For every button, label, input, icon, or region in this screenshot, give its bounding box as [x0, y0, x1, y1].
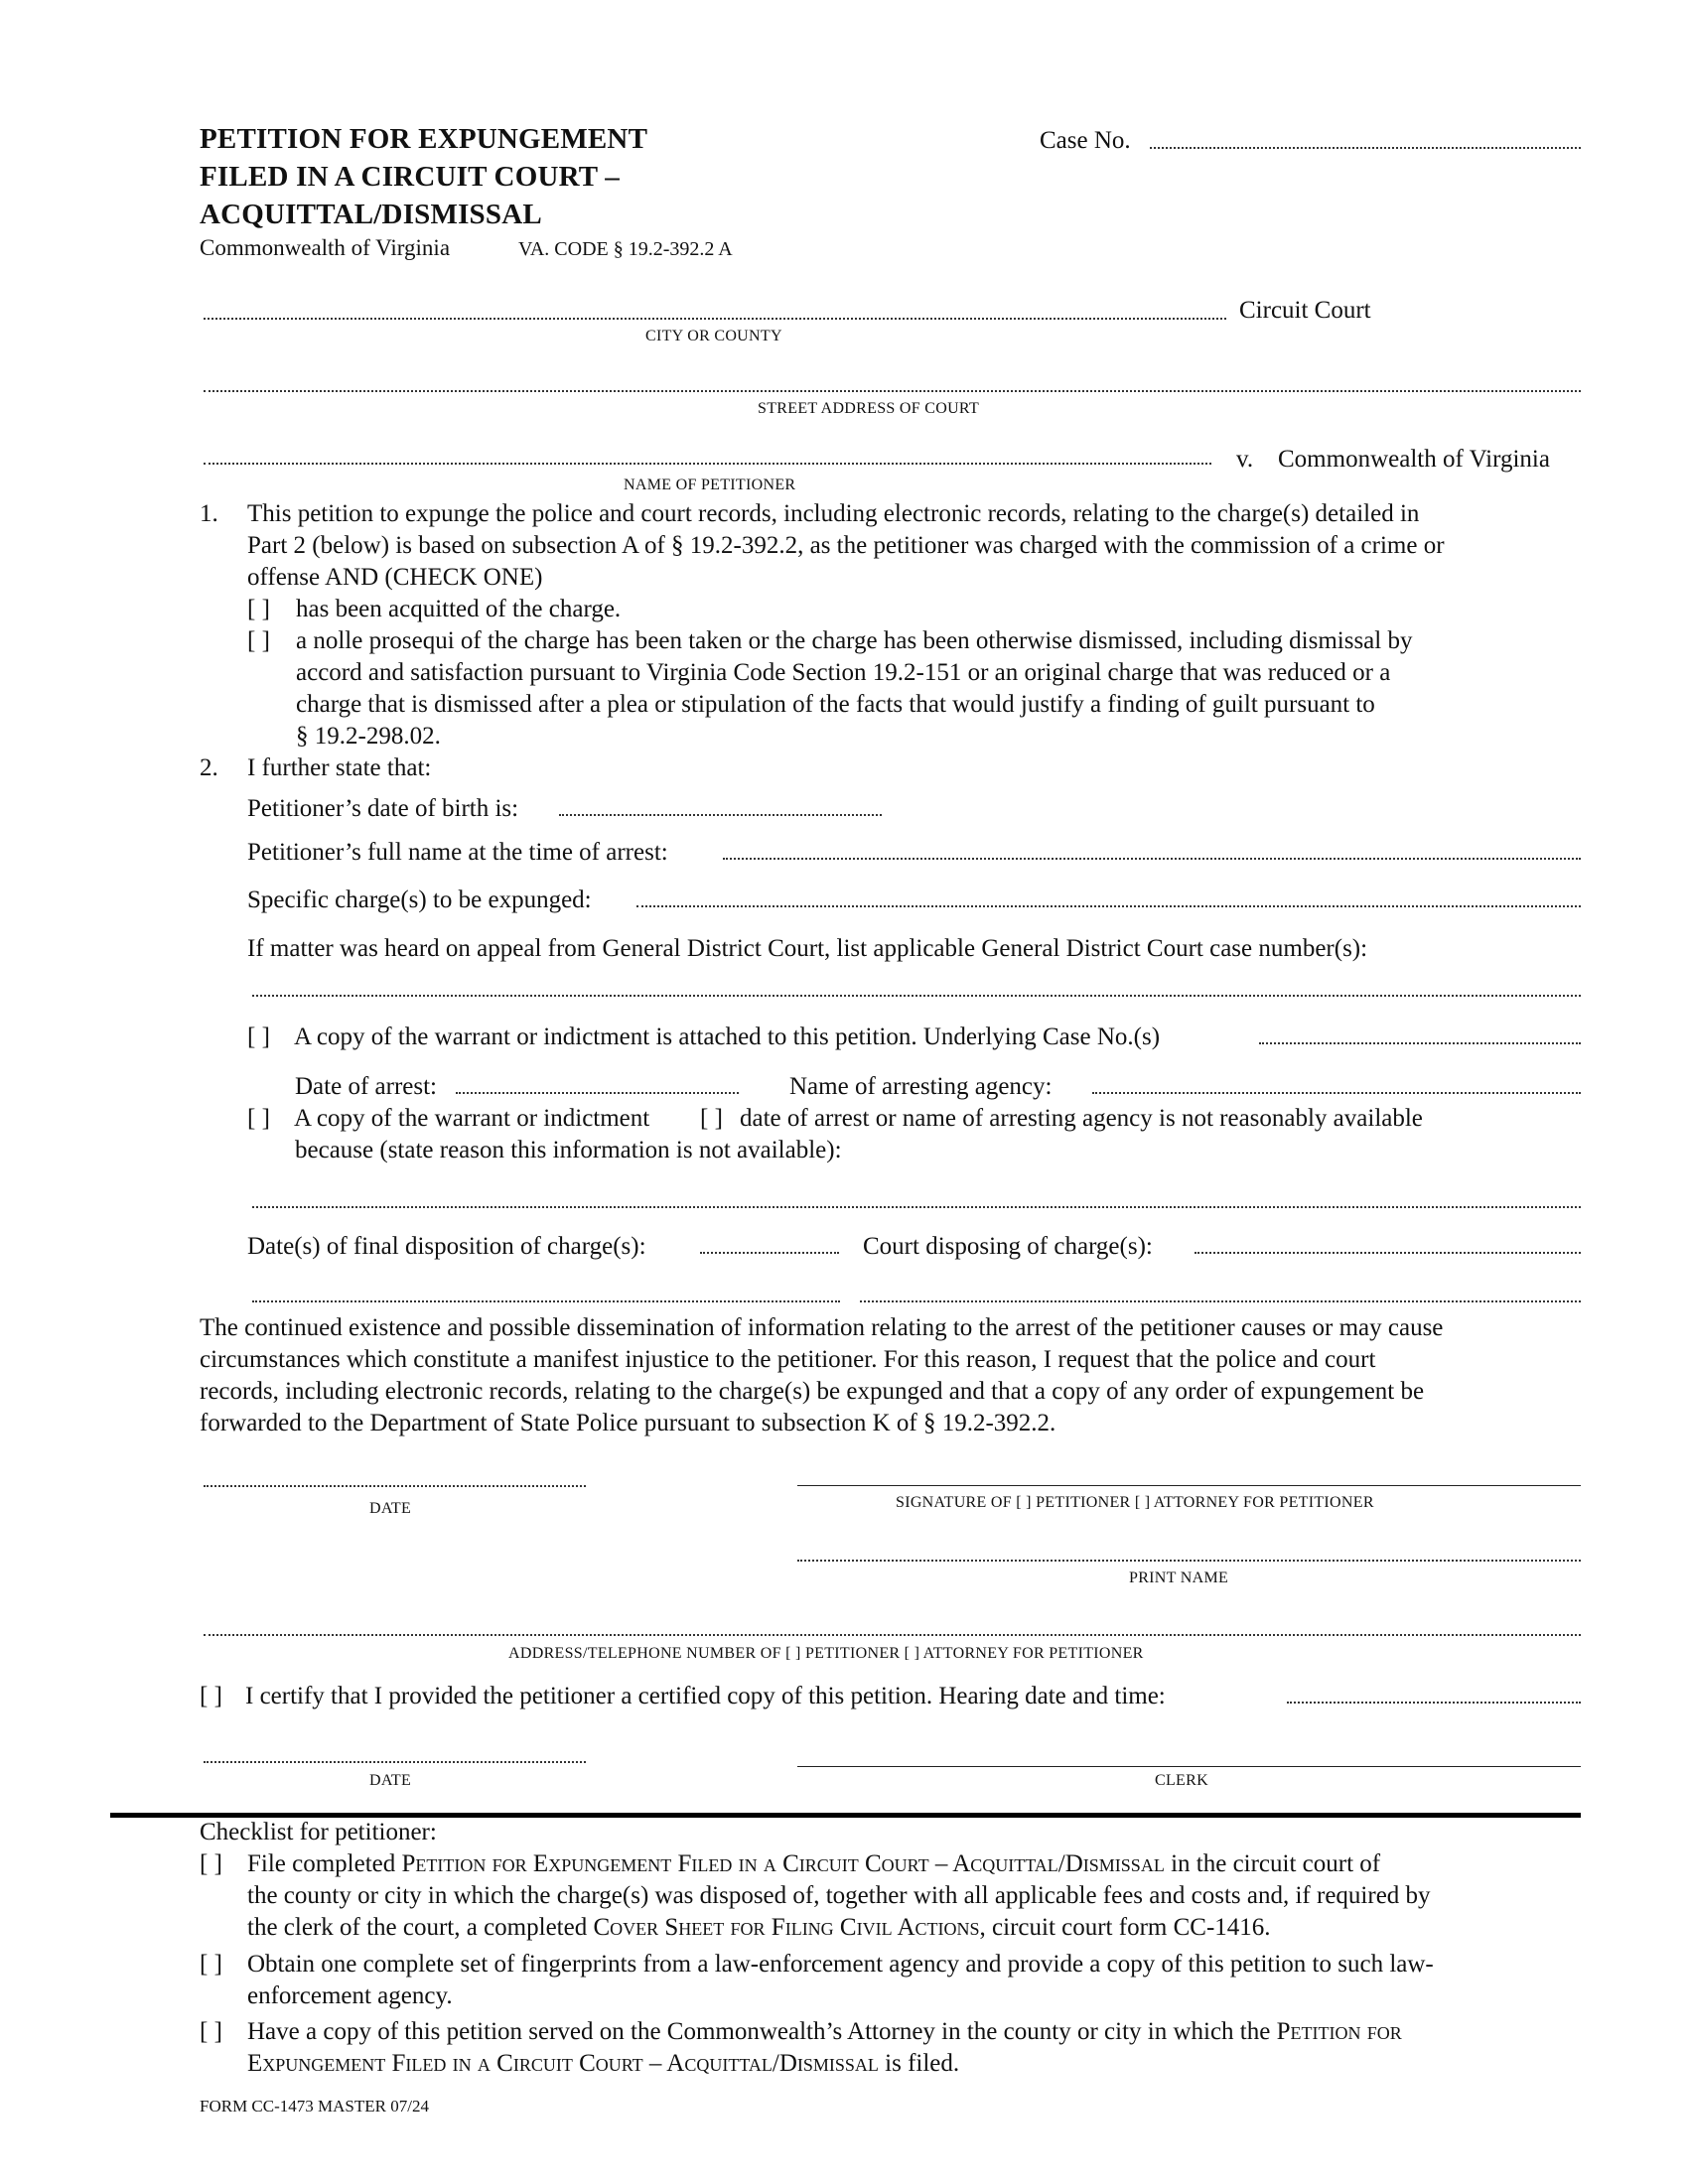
address-telephone-field[interactable]	[204, 1634, 1581, 1636]
checklist-item-1-line-3	[247, 1912, 1271, 1944]
case-no-field[interactable]	[1150, 147, 1581, 149]
form-title-line-2: FILED IN A CIRCUIT COURT –	[200, 161, 620, 193]
dismissed-label-line-3: charge that is dismissed after a plea or stipulation of the facts that would justify a finding of guilt pursuant to	[296, 691, 1375, 718]
arrest-info-unavailable-label: date of arrest or name of arresting agency is not reasonably available	[740, 1105, 1423, 1132]
statement-line-3: records, including electronic records, relating to the charge(s) be expunged and that a copy of any order of expungement be	[200, 1378, 1425, 1405]
section-2-intro: I further state that:	[247, 754, 432, 781]
signature-date-field[interactable]	[204, 1485, 586, 1487]
clerk-label: CLERK	[1155, 1772, 1208, 1789]
court-disposing-field-2[interactable]	[860, 1300, 1581, 1302]
clerk-signature-line[interactable]	[797, 1766, 1581, 1767]
acquitted-checkbox[interactable]: [ ]	[247, 596, 270, 622]
city-county-field[interactable]	[204, 318, 1226, 320]
clerk-date-field[interactable]	[204, 1761, 586, 1763]
court-disposing-field[interactable]	[1195, 1252, 1581, 1254]
section-1-line-1: This petition to expunge the police and court records, including electronic records, relating to the charge(s) detailed in	[247, 500, 1420, 527]
checklist-item-3-text-b: is filed.	[885, 2050, 960, 2077]
checklist-item-1-line-2: the county or city in which the charge(s) was disposed of, together with all applicable fees and costs and, if required by	[247, 1882, 1431, 1909]
checklist-item-1-line-1	[247, 1848, 1380, 1880]
petition-form-name-start: Petition for	[1276, 2018, 1402, 2045]
petition-form-name-end: Expungement Filed in a Circuit Court – Acquittal/Dismissal	[247, 2050, 879, 2077]
print-name-label: PRINT NAME	[1129, 1570, 1229, 1586]
final-disposition-field[interactable]	[700, 1252, 839, 1254]
reason-field[interactable]	[252, 1206, 1581, 1208]
hearing-date-time-field[interactable]	[1287, 1702, 1581, 1704]
section-2-number: 2.	[200, 754, 218, 781]
petitioner-name-field[interactable]	[204, 463, 1211, 465]
final-disposition-field-2[interactable]	[252, 1300, 840, 1302]
clerk-date-label: DATE	[369, 1772, 412, 1789]
warrant-attached-label: A copy of the warrant or indictment is attached to this petition. Underlying Case No.(s)	[294, 1024, 1161, 1050]
appeal-label: If matter was heard on appeal from General District Court, list applicable General District Court case number(s):	[247, 935, 1368, 962]
underlying-case-no-field[interactable]	[1259, 1042, 1581, 1044]
dismissed-label-line-2: accord and satisfaction pursuant to Virginia Code Section 19.2-151 or an original charge that was reduced or a	[296, 659, 1391, 686]
checklist-item-2-checkbox[interactable]: [ ]	[200, 1951, 222, 1978]
print-name-field[interactable]	[797, 1560, 1581, 1562]
acquitted-label: has been acquitted of the charge.	[296, 596, 622, 622]
signature-date-label: DATE	[369, 1500, 412, 1517]
petition-form-name: Petition for Expungement Filed in a Circuit Court – Acquittal/Dismissal	[401, 1850, 1165, 1877]
full-name-field[interactable]	[723, 858, 1581, 860]
form-number: FORM CC-1473 MASTER 07/24	[200, 2097, 429, 2116]
commonwealth-label: Commonwealth of Virginia	[1278, 446, 1550, 473]
statement-line-4: forwarded to the Department of State Police pursuant to subsection K of § 19.2-392.2.	[200, 1410, 1056, 1436]
date-of-arrest-field[interactable]	[456, 1092, 739, 1094]
checklist-item-1-text-d: the clerk of the court, a completed	[247, 1914, 588, 1941]
section-1-line-2: Part 2 (below) is based on subsection A of § 19.2-392.2, as the petitioner was charged with the commission of a crime or	[247, 532, 1445, 559]
dismissed-label-line-4: § 19.2-298.02.	[296, 723, 441, 750]
statute-code: VA. CODE § 19.2-392.2 A	[518, 238, 733, 260]
checklist-item-3-text-a: Have a copy of this petition served on the Commonwealth’s Attorney in the county or city in which the	[247, 2018, 1271, 2045]
address-telephone-label: ADDRESS/TELEPHONE NUMBER OF [ ] PETITIONER [ ] ATTORNEY FOR PETITIONER	[508, 1645, 1144, 1662]
full-name-label: Petitioner’s full name at the time of arrest:	[247, 839, 668, 866]
form-title-line-3: ACQUITTAL/DISMISSAL	[200, 199, 542, 230]
case-no-label: Case No.	[1040, 127, 1131, 154]
arrest-info-unavailable-checkbox[interactable]: [ ]	[700, 1105, 723, 1132]
reason-label: because (state reason this information is not available):	[295, 1137, 842, 1163]
statement-line-2: circumstances which constitute a manifest injustice to the petitioner. For this reason, I request that the police and court	[200, 1346, 1376, 1373]
checklist-item-3-line-2	[247, 2048, 959, 2080]
court-disposing-label: Court disposing of charge(s):	[863, 1233, 1153, 1260]
checklist-item-3-line-1	[247, 2016, 1402, 2048]
warrant-unavailable-checkbox[interactable]: [ ]	[247, 1105, 270, 1132]
cover-sheet-form-name: Cover Sheet for Filing Civil Actions	[593, 1914, 980, 1941]
signature-line[interactable]	[797, 1485, 1581, 1486]
warrant-attached-checkbox[interactable]: [ ]	[247, 1024, 270, 1050]
checklist-item-1-text-a: File completed	[247, 1850, 396, 1877]
city-county-label: CITY OR COUNTY	[645, 328, 782, 344]
section-1-number: 1.	[200, 500, 218, 527]
dismissed-checkbox[interactable]: [ ]	[247, 627, 270, 654]
charges-label: Specific charge(s) to be expunged:	[247, 887, 592, 913]
checklist-item-1-text-e: , circuit court form CC-1416.	[979, 1914, 1271, 1941]
dob-label: Petitioner’s date of birth is:	[247, 795, 519, 822]
form-title-line-1: PETITION FOR EXPUNGEMENT	[200, 123, 648, 155]
section-1-line-3: offense AND (CHECK ONE)	[247, 564, 543, 591]
arresting-agency-field[interactable]	[1092, 1092, 1581, 1094]
certify-label: I certify that I provided the petitioner a certified copy of this petition. Hearing date and time:	[245, 1683, 1166, 1709]
street-address-label: STREET ADDRESS OF COURT	[758, 400, 980, 417]
versus-label: v.	[1236, 446, 1254, 473]
date-of-arrest-label: Date of arrest:	[295, 1073, 437, 1100]
form-subtitle: Commonwealth of Virginia	[200, 235, 451, 260]
petitioner-name-label: NAME OF PETITIONER	[624, 477, 796, 493]
signature-label: SIGNATURE OF [ ] PETITIONER [ ] ATTORNEY FOR PETITIONER	[896, 1494, 1374, 1511]
certify-checkbox[interactable]: [ ]	[200, 1683, 222, 1709]
dob-field[interactable]	[559, 814, 882, 816]
dismissed-label-line-1: a nolle prosequi of the charge has been taken or the charge has been otherwise dismissed, including dismissal by	[296, 627, 1413, 654]
checklist-item-2-line-2: enforcement agency.	[247, 1982, 453, 2009]
appeal-case-numbers-field[interactable]	[252, 995, 1581, 997]
circuit-court-label: Circuit Court	[1239, 297, 1371, 324]
statement-line-1: The continued existence and possible dissemination of information relating to the arrest of the petitioner causes or may cause	[200, 1314, 1444, 1341]
checklist-item-1-text-c: in the circuit court of	[1171, 1850, 1381, 1877]
checklist-item-3-checkbox[interactable]: [ ]	[200, 2018, 222, 2045]
street-address-field[interactable]	[204, 390, 1581, 392]
checklist-item-1-checkbox[interactable]: [ ]	[200, 1850, 222, 1877]
arresting-agency-label: Name of arresting agency:	[789, 1073, 1053, 1100]
charges-field[interactable]	[636, 905, 1581, 907]
final-disposition-label: Date(s) of final disposition of charge(s):	[247, 1233, 646, 1260]
checklist-heading: Checklist for petitioner:	[200, 1819, 437, 1845]
warrant-unavailable-label: A copy of the warrant or indictment	[294, 1105, 650, 1132]
checklist-item-2-line-1: Obtain one complete set of fingerprints from a law-enforcement agency and provide a copy of this petition to such law-	[247, 1951, 1434, 1978]
